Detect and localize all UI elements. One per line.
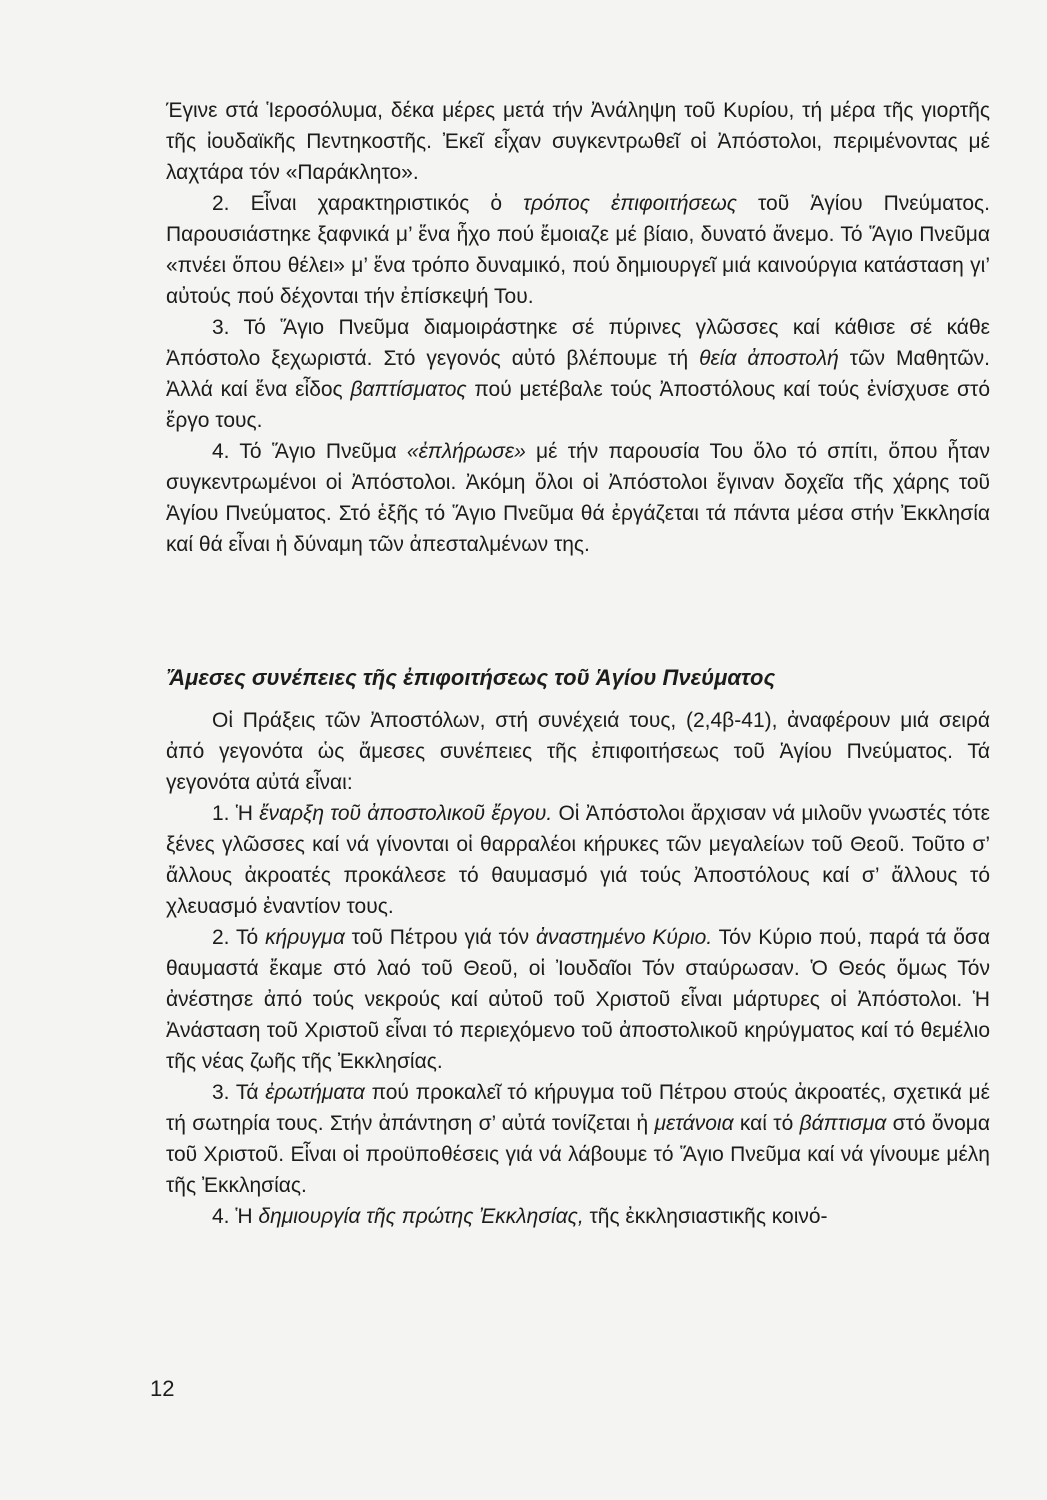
paragraph-item-2 <box>166 922 990 1077</box>
paragraph-item-1 <box>166 798 990 922</box>
emphasis: βαπτίσματος <box>350 378 467 401</box>
text-run: 2. Εἶναι χαρακτηριστικός ὁ <box>212 192 524 215</box>
paragraph-item-4 <box>166 1201 990 1232</box>
section-heading: Ἄμεσες συνέπειες τῆς ἐπιφοιτήσεως τοῦ Ἁγίου Πνεύματος <box>166 665 776 690</box>
text-block-top <box>166 95 990 560</box>
emphasis: θεία ἀποστολή <box>699 347 839 370</box>
emphasis: βάπτισμα <box>799 1112 887 1135</box>
text-run: Τόν Κύριο πού, παρά τά ὅσα θαυμαστά ἔκαμε στό λαό τοῦ Θεοῦ, οἱ Ἰουδαῖοι Τόν σταύρωσαν. Ὁ Θεός ὅμως Τόν ἀνέστησε ἀπό τούς νεκρούς καί αὐτοῦ τοῦ Χριστοῦ εἶναι μάρτυρες οἱ Ἀπόστολοι. Ἡ Ἀνάσταση τοῦ Χριστοῦ εἶναι τό περιεχόμενο τοῦ ἀποστολικοῦ κηρύγματος καί τό θεμέλιο τῆς νέας ζωῆς τῆς Ἐκκλησίας. <box>166 926 990 1073</box>
text-run: τοῦ Πέτρου γιά τόν <box>344 926 536 949</box>
text-block-bottom <box>166 705 990 1232</box>
text-run: 4. Ἡ <box>212 1205 259 1228</box>
text-run: 3. Τά <box>212 1081 266 1104</box>
emphasis: «ἐπλήρωσε» <box>406 440 526 463</box>
text-run: πού προκαλεῖ τό κήρυγμα τοῦ Πέτρου στούς ἀκροατές, σχετικά μέ τή σωτηρία τους. Στήν ἀπάντηση σ’ αὐτά τονίζεται ἡ <box>166 1081 990 1135</box>
text-run: 3. Τό Ἅγιο Πνεῦμα διαμοιράστηκε σέ πύρινες γλῶσσες καί κάθισε σέ κάθε Ἀπόστολο ξεχωριστά. Στό γεγονός αὐτό βλέπουμε τή <box>166 316 990 370</box>
page-number: 12 <box>150 1376 175 1401</box>
emphasis: δημιουργία τῆς πρώτης Ἐκκλησίας, <box>258 1205 584 1228</box>
emphasis: ἐρωτήματα <box>265 1081 365 1104</box>
text-run: τῆς ἐκκλησιαστικῆς κοινό- <box>583 1205 828 1228</box>
text-run: τῶν Μαθητῶν. Ἀλλά καί ἕνα εἶδος <box>166 347 991 401</box>
text-run: 2. Τό <box>212 926 266 949</box>
text-run: πού μετέβαλε τούς Ἀποστόλους καί τούς ἐνίσχυσε στό ἔργο τους. <box>166 378 990 432</box>
text-run: καί τό <box>733 1112 800 1135</box>
paragraph-point-2 <box>166 188 990 312</box>
text-run: μέ τήν παρουσία Του ὅλο τό σπίτι, ὅπου ἦταν συγκεντρωμένοι οἱ Ἀπόστολοι. Ἀκόμη ὅλοι οἱ Ἀπόστολοι ἔγιναν δοχεῖα τῆς χάρης τοῦ Ἁγίου Πνεύματος. Στό ἑξῆς τό Ἅγιο Πνεῦμα θά ἐργάζεται τά πάντα μέσα στήν Ἐκκλησία καί θά εἶναι ἡ δύναμη τῶν ἀπεσταλμένων της. <box>166 440 990 556</box>
text-run: Οἱ Ἀπόστολοι ἄρχισαν νά μιλοῦν γνωστές τότε ξένες γλῶσσες καί νά γίνονται οἱ θαρραλέοι κήρυκες τῶν μεγαλείων τοῦ Θεοῦ. Τοῦτο σ’ ἄλλους ἀκροατές προκάλεσε τό θαυμασμό γιά τούς Ἀποστόλους καί σ’ ἄλλους τό χλευασμό ἐναντίον τους. <box>166 802 990 918</box>
paragraph-point-4 <box>166 436 990 560</box>
text-run: 4. Τό Ἅγιο Πνεῦμα <box>212 440 407 463</box>
emphasis: μετάνοια <box>654 1112 734 1135</box>
paragraph-item-3 <box>166 1077 990 1201</box>
text-run: στό ὄνομα τοῦ Χριστοῦ. Εἶναι οἱ προϋποθέσεις γιά νά λάβουμε τό Ἅγιο Πνεῦμα καί νά γίνουμε μέλη τῆς Ἐκκλησίας. <box>166 1112 991 1197</box>
text-run: 1. Ἡ <box>212 802 260 825</box>
emphasis: ἔναρξη τοῦ ἀποστολικοῦ ἔργου. <box>259 802 553 825</box>
text-run: τοῦ Ἁγίου Πνεύματος. Παρουσιάστηκε ξαφνικά μ’ ἕνα ἦχο πού ἔμοιαζε μέ βίαιο, δυνατό ἄνεμο. Τό Ἅγιο Πνεῦμα «πνέει ὅπου θέλει» μ’ ἕνα τρόπο δυναμικό, πού δημιουργεῖ μιά καινούργια κατάσταση γι’ αὐτούς πού δέχονται τήν ἐπίσκεψή Του. <box>166 192 991 308</box>
paragraph-intro: Έγινε στά Ἱεροσόλυμα, δέκα μέρες μετά τήν Ἀνάληψη τοῦ Κυρίου, τή μέρα τῆς γιορτῆς τῆς ἰουδαϊκῆς Πεντηκοστῆς. Ἐκεῖ εἶχαν συγκεντρωθεῖ οἱ Ἀπόστολοι, περιμένοντας μέ λαχτάρα τόν «Παράκλητο». <box>166 99 990 184</box>
paragraph-section-intro: Οἱ Πράξεις τῶν Ἀποστόλων, στή συνέχειά τους, (2,4β-41), ἀναφέρουν μιά σειρά ἀπό γεγονότα ὡς ἄμεσες συνέπειες τῆς ἐπιφοιτήσεως τοῦ Ἁγίου Πνεύματος. Τά γεγονότα αὐτά εἶναι: <box>166 709 990 794</box>
emphasis: τρόπος ἐπιφοιτήσεως <box>523 192 737 215</box>
emphasis: ἀναστημένο Κύριο. <box>536 926 713 949</box>
paragraph-point-3 <box>166 312 990 436</box>
emphasis: κήρυγμα <box>265 926 345 949</box>
